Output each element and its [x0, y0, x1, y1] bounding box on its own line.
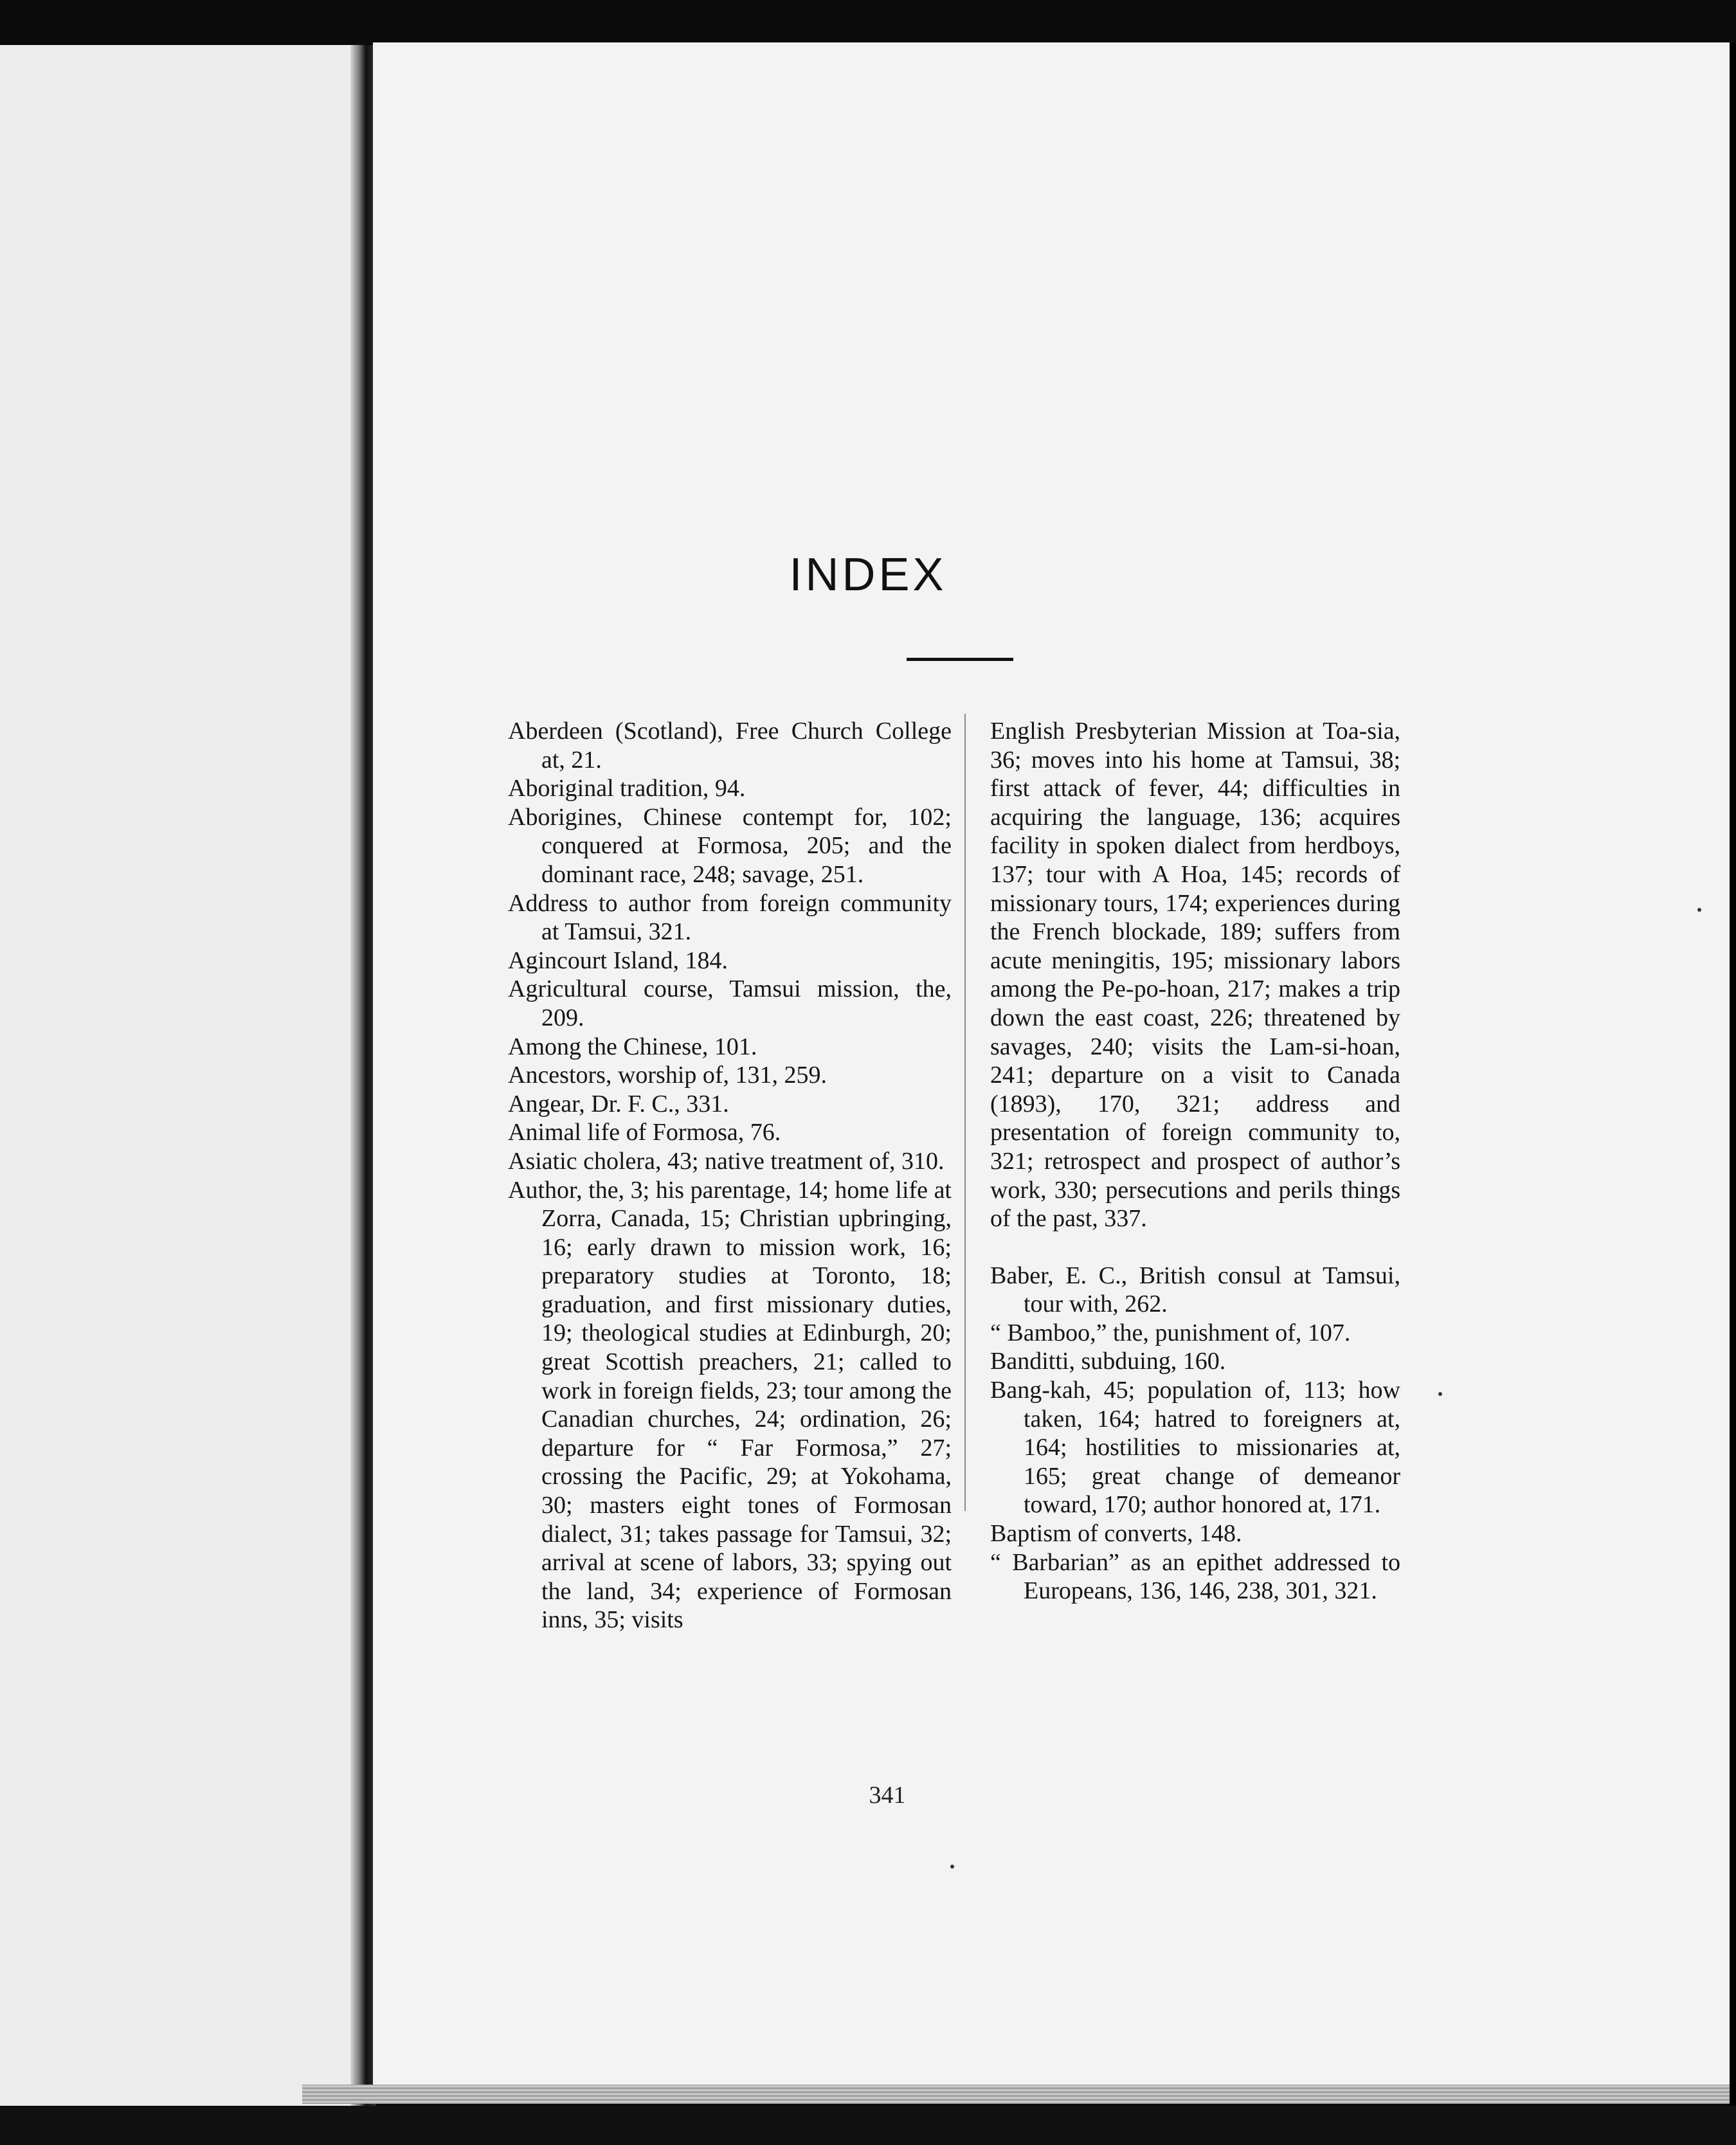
book-gutter: [350, 45, 376, 2145]
index-entry-continuation: English Presbyterian Mission at Toa-sia, 36; moves into his home at Tamsui, 38; first attack of fever, 44; difficulties in acquiring the language, 136; acquires facility in spoken dialect from herdboys, 137; tour with A Hoa, 145; records of missionary tours, 174; experiences during the French blockade, 189; suffers from acute meningitis, 195; missionary labors among the Pe-po-hoan, 217; makes a trip down the east coast, 226; threatened by savages, 240; visits the Lam-si-hoan, 241; departure on a visit to Canada (1893), 170, 321; address and presentation of foreign community to, 321; retrospect and prospect of author’s work, 330; persecutions and perils things of the past, 337.: [990, 718, 1400, 1233]
page-title: INDEX: [789, 549, 947, 601]
index-entry: Agincourt Island, 184.: [508, 946, 728, 974]
index-entry: Agricultural course, Tamsui mission, the, 209.: [508, 975, 952, 1031]
column-divider: [964, 714, 966, 1511]
index-entry: Asiatic cholera, 43; native treatment of, 310.: [508, 1147, 945, 1175]
index-column-right: [990, 717, 1400, 1606]
scan-speck: [1438, 1392, 1442, 1396]
index-entry: Angear, Dr. F. C., 331.: [508, 1090, 729, 1118]
facing-page: [0, 45, 360, 2145]
index-entry: Banditti, subduing, 160.: [990, 1348, 1226, 1375]
index-entry: Aborigines, Chinese contempt for, 102; conquered at Formosa, 205; and the dominant race, 248; savage, 251.: [508, 803, 952, 888]
index-entry: Bang-kah, 45; population of, 113; how taken, 164; hatred to foreigners at, 164; hostilities to missionaries at, 165; great change of demeanor toward, 170; author honored at, 171.: [990, 1377, 1400, 1519]
index-entry: Aberdeen (Scotland), Free Church College at, 21.: [508, 718, 952, 774]
index-entry: Baptism of converts, 148.: [990, 1520, 1242, 1548]
letter-section-gap: [990, 1233, 1400, 1262]
index-entry: “ Barbarian” as an epithet addressed to Europeans, 136, 146, 238, 301, 321.: [990, 1548, 1400, 1605]
index-entry: Ancestors, worship of, 131, 259.: [508, 1062, 827, 1089]
index-entry: Animal life of Formosa, 76.: [508, 1119, 781, 1146]
title-rule: [907, 658, 1013, 661]
scan-border-bottom: [0, 2106, 1736, 2145]
index-entry: Among the Chinese, 101.: [508, 1033, 757, 1060]
page-number: 341: [869, 1782, 906, 1809]
scan-speck: [1697, 908, 1701, 912]
scan-border-right: [1730, 42, 1736, 2145]
index-column-left: [508, 717, 952, 1634]
index-entry: Author, the, 3; his parentage, 14; home life at Zorra, Canada, 15; Christian upbringing, 16; early drawn to mission work, 16; preparatory studies at Toronto, 18; graduation, and first missionary duties, 19; theological studies at Edinburgh, 20; great Scottish preachers, 21; called to work in foreign fields, 23; tour among the Canadian churches, 24; ordination, 26; departure for “ Far Formosa,” 27; crossing the Pacific, 29; at Yokohama, 30; masters eight tones of Formosan dialect, 31; takes passage for Tamsui, 32; arrival at scene of labors, 33; spying out the land, 34; experience of Formosan inns, 35; visits: [508, 1176, 952, 1634]
index-entry: “ Bamboo,” the, punishment of, 107.: [990, 1319, 1351, 1346]
scan-speck: [950, 1865, 954, 1869]
index-entry: Aboriginal tradition, 94.: [508, 775, 746, 802]
page-edge-stack: [302, 2085, 1730, 2104]
index-entry: Address to author from foreign community at Tamsui, 321.: [508, 889, 952, 946]
index-entry: Baber, E. C., British consul at Tamsui, tour with, 262.: [990, 1262, 1400, 1318]
